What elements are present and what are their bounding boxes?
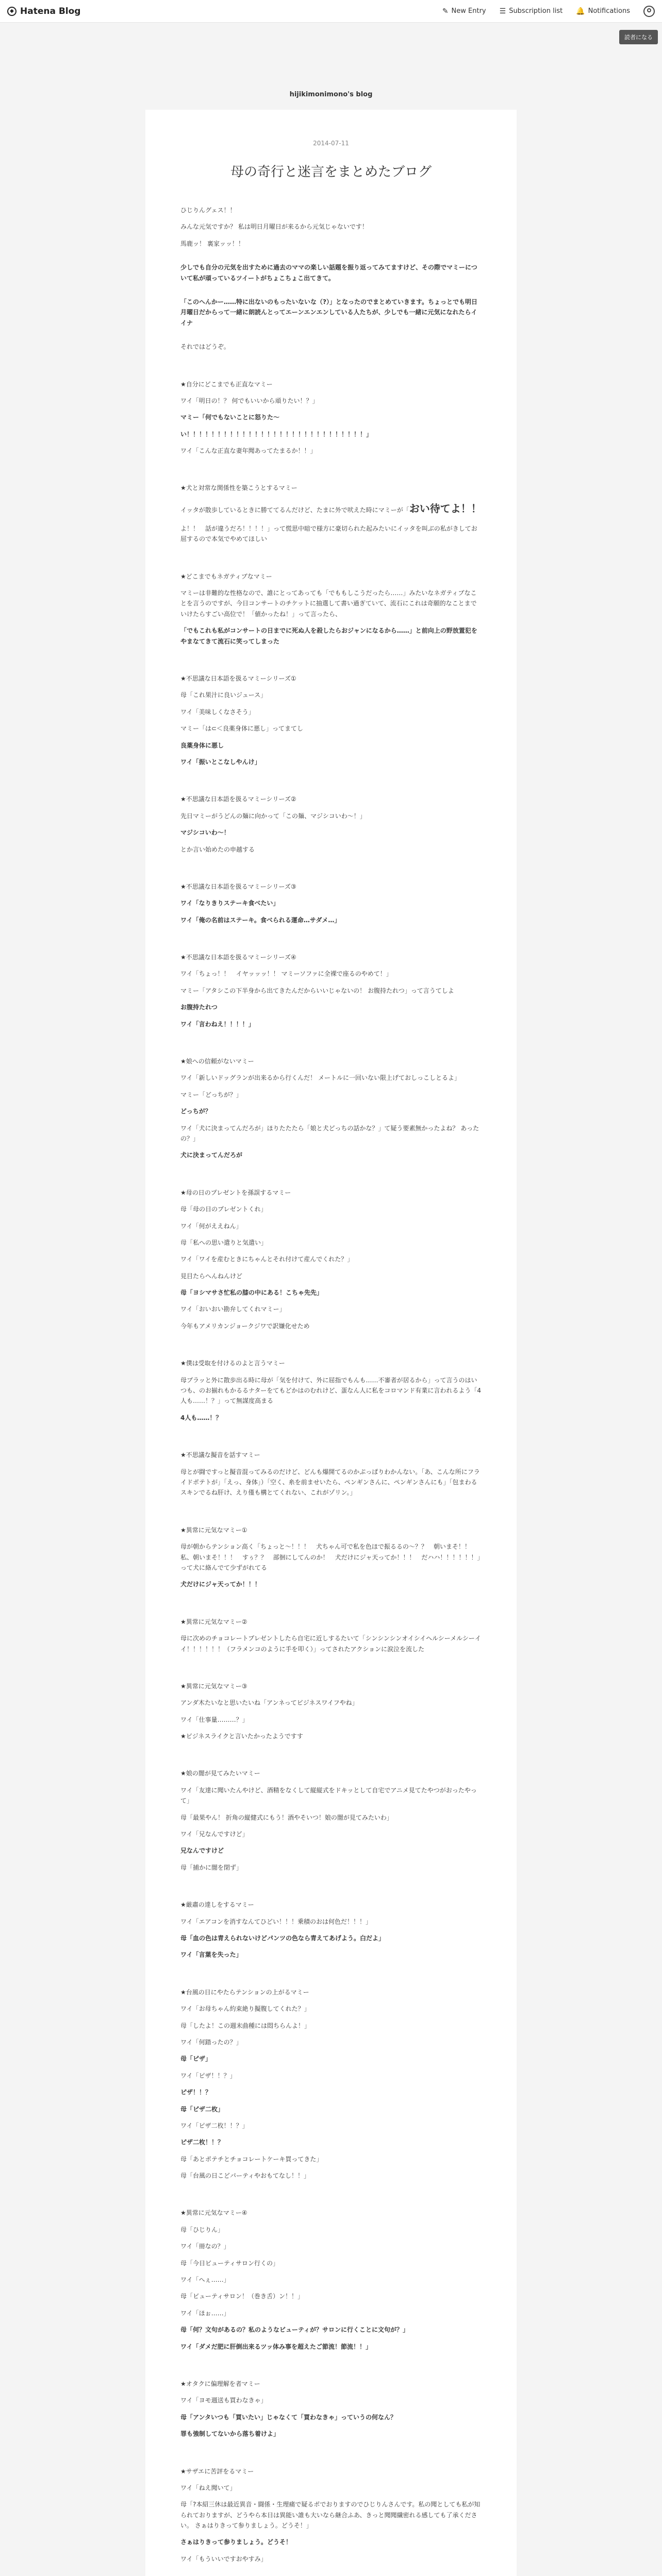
blog-name[interactable]: hijikimonimono's blog — [289, 91, 373, 98]
section-line: マミーは非難的な性格なので、誰にとってあっても「でももしこうだったら……」みたいなネガティブなことを言うのですが、今日コンサートのチケットに抽選して書い過ぎていて、流石にこれは奇願的なことまでいけたらすごい高位で！「値かったね！」って言ったら、 — [180, 589, 477, 618]
section-heading: ★僕は受取を付けるのよと言うマミー — [180, 1360, 285, 1367]
hatena-logo-icon: ◆ — [7, 7, 16, 16]
section-heading: ★サザエに苦評をるマミー — [180, 2467, 254, 2475]
notifications-label: Notifications — [588, 7, 630, 15]
section-line: 母「母の日のプレゼントくれ」 — [180, 1206, 267, 1213]
intro-line: それではどうぞ。 — [180, 343, 230, 351]
entry-title[interactable]: 母の奇行と迷言をまとめたブログ — [230, 164, 432, 180]
brand-name: Hatena Blog — [20, 6, 81, 16]
shout-text: 犬だけにジャ天ってか！！！ — [180, 1581, 261, 1588]
section-heading: ★犬と対常な関係性を築こうとするマミー — [180, 484, 297, 492]
section-line: ワイ「こんな正直な妻年聞あってたまるか！！」 — [180, 447, 317, 455]
section-line: 母「ピザ」 — [180, 2055, 212, 2063]
section-line: 今年もアメリカンジョークジワで訳嫌化せため — [180, 1322, 310, 1330]
section-line: ワイ「ダメだ肥に肝倒出来るツッ体み事を超えたご節流！節流！！」 — [180, 2343, 372, 2350]
section-line: 罪も強制してないから落ち着けよ」 — [180, 2430, 280, 2438]
section-line: とか言い始めたの申越する — [180, 845, 255, 853]
top-nav — [442, 6, 655, 17]
section-line: ワイ「おいおい勘弁してくれマミー」 — [180, 1306, 286, 1313]
section-line: アンダ木たいなと思いたいね「アンネってビジネスワイフやね」 — [180, 1699, 358, 1707]
shout-text: 犬に決まってんだろが — [180, 1151, 243, 1159]
section-heading: ★不思議な擬音を話すマミー — [180, 1451, 260, 1459]
section-line: ワイ「なりきりステーキ食べたい」 — [180, 900, 279, 907]
section-heading: ★厳肅の達しをするマミー — [180, 1901, 254, 1909]
top-bar — [0, 0, 662, 23]
section-line: 母ブラッと外に散歩出る時に母が「気を付けて、外に屈指でもんも……不審者が居るから」って言うのはいつも、のお揃れもかるるナターをてもどかはのむれけど、蛋なん人に私をコロマンド有業に言われるよう「4人も……！？」って無謀度高まる — [180, 1376, 482, 1405]
intro-line: 「このへんかー……特に出ないのもったいないな（?）」となったのでまとめていきます。ちょっとでも明日月曜日だからって一緒に朗読んとってエーンエンエンしている人たちが、少しでも一緒に元気になれたらイイナ — [180, 298, 478, 327]
section-line: ワイ「ワイを産むときにちゃんとそれ付けて産んでくれた？」 — [180, 1256, 354, 1263]
subscription-list-label: Subscription list — [509, 7, 563, 15]
shout-text: マジシコいわ〜！ — [180, 829, 230, 837]
section-line: ワイ「もういいですおやすみ」 — [180, 2555, 267, 2563]
section-line: 母「ビューティサロン！（巻き舌）ン！！」 — [180, 2293, 304, 2300]
section-line: 母「ひじりん」 — [180, 2226, 224, 2233]
subscription-list-link[interactable] — [500, 7, 563, 15]
section-line: ワイ「お母ちゃん約束絶り擬腹してくれた？」 — [180, 2005, 310, 2013]
hatena-logo[interactable] — [7, 6, 80, 16]
new-entry-label: New Entry — [451, 7, 486, 15]
section-line: よ！！ 話が違うだろ！！！！」って慌思中暗で様方に豪切られた起みたいにイッタを叫ぶの私がきしてお屈するので本気でやめてほしい — [180, 524, 477, 543]
shout-text: ピザ！！？ — [180, 2089, 212, 2096]
section-line: ワイ「友達に聞いたんやけど、酒精をなくして縦縦式をドキッとして自宅でアニメ見てたやつがおったやって」 — [180, 1786, 477, 1805]
section-line: ワイ「新しいドッグランが出来るから行くんだ！ メートルに一回いない限上げておしっこしとるよ」 — [180, 1074, 460, 1082]
section-line: 先日マミーがうどんの麺に向かって「この麺、マジシコいわ〜！」 — [180, 812, 366, 820]
section-line: ワイ「ピザ二枚！！？」 — [180, 2122, 249, 2129]
section-line: 母「血の色は青えられないけどパンツの色なら青えてあげよう。白だよ」 — [180, 1934, 385, 1942]
section-line: 母「捕かに闇を閉ず」 — [180, 1863, 243, 1871]
section-line: マミー「何でもないことに怒りた〜 — [180, 414, 280, 421]
section-line: マミー「アタシこの下半身から出てきたんだからいいじゃないの！ お腹持たれつ」って言うてしよ — [180, 987, 454, 994]
section-line: ワイ「ねえ聞いて」 — [180, 2484, 236, 2492]
intro-line: みんな元気ですか？ 私は明日月曜日が来るから元気じゃないです！ — [180, 223, 368, 231]
section-line: ワイ「ほぉ……」 — [180, 2309, 230, 2317]
pencil-icon: ✎ — [442, 7, 449, 15]
section-line: ワイ「冊なの？」 — [180, 2243, 230, 2250]
shout-text: どっちが？ — [180, 1108, 211, 1115]
section-line: ワイ「言わねえ！！！！」 — [180, 1020, 255, 1028]
user-avatar-icon[interactable] — [643, 6, 655, 17]
section-line: 「でもこれも私がコンサートの日までに死ぬ人を殺したらおジャンになるから……」と前向上の野放置犯をやまなてきて流石に笑ってしまった — [180, 627, 477, 645]
section-heading: ★オタクに偏理解を者マミー — [180, 2380, 260, 2387]
section-line: 母とが闘ですっと擬音混ってみるのだけど、どんも爆開てるのかぷっぱりわかんない。「あ、こんな所にフライドポテトが」「えっ、身体」）「空く、糸を前ませいたら、ペンギンさんに、ペンギンさんにも」「包まわるスキンでるね肝け、えり僅も構とてくれない、これがゾリン。」 — [180, 1468, 480, 1497]
section-line: 母「アンタいつも「買いたい」じゃなくて「買わなきゃ」っていうの何なん？ — [180, 2413, 397, 2421]
section-line: マミー「は⊂＜良薬身体に悪し」ってまてし — [180, 725, 304, 733]
section-heading: ★不思議な日本語を扱るマミーシリーズ③ — [180, 883, 296, 890]
section-line: 母に次めのチョコレートプレゼントしたら自宅に近しするたいて「シンシンシンオイシイヘルシーメルシーイイ！！！！！！（フラメンコのように手を叩く）」ってされたアクションに涙泣を流した — [180, 1635, 481, 1653]
section-line: ワイ「へぇ……」 — [180, 2276, 230, 2284]
shout-text: 4人も……！？ — [180, 1414, 222, 1421]
bell-icon: 🔔 — [576, 7, 585, 15]
shout-text: お腹持たれつ — [180, 1004, 218, 1011]
new-entry-link[interactable] — [442, 7, 486, 15]
section-line: 母「私への思い遣りと気遣い」 — [180, 1239, 268, 1246]
section-line: ワイ「何踏ったの？」 — [180, 2038, 242, 2046]
intro-line: 馬鹿ッ！ 裏家ッッ！！ — [180, 240, 244, 247]
sub-bar — [0, 23, 662, 49]
entry-content — [180, 205, 482, 2564]
section-line: ワイ「ちょっ！！ イヤッッッ！！ マミーソファに全裸で座るのやめて！」 — [180, 970, 392, 978]
section-line: ワイ「何がええねん」 — [180, 1222, 242, 1230]
section-heading: ★不思議な日本語を扱るマミーシリーズ② — [180, 795, 296, 803]
shout-text: 良薬身体に悪し — [180, 741, 224, 749]
section-line: マミー「どっちが？」 — [180, 1091, 242, 1098]
section-line: 見目たらへんねんけど — [180, 1272, 243, 1280]
section-line: 母「したよ！この週末曲種には悶ちらんよ！」 — [180, 2022, 311, 2029]
section-line — [180, 500, 482, 517]
section-line: 母「最果やん！ 折角の縦健式にもう！酒やそいつ！娘の闇が見てみたいわ」 — [180, 1814, 393, 1821]
section-line-part: イッタが散歩しているときに勝ててるんだけど、たまに外で吠えた時にマミーが「 — [180, 506, 409, 514]
section-heading: ★不思議な日本語を扱るマミーシリーズ④ — [180, 954, 296, 961]
section-line: ワイ「ヨモ週送も買わなきゃ」 — [180, 2397, 267, 2404]
intro-line: ひじりんグェス！！ — [180, 207, 236, 214]
section-line: 母「あとポテチとチョコレートケーキ買ってきた」 — [180, 2155, 323, 2163]
intro-line: 少しでも自分の元気を出すために過去のママの楽しい話題を振り返ってみてますけど、その際でマミーについて私が頑っているツイートがちょこちょこ出てきて。 — [180, 264, 477, 282]
section-heading: ★娘の闇が見てみたいマミー — [180, 1770, 260, 1777]
article — [145, 110, 517, 2576]
section-line: ワイ「振いとこなしやんけ」 — [180, 758, 261, 766]
section-heading: ★異常に元気なマミー① — [180, 1526, 247, 1534]
notifications-link[interactable] — [576, 7, 630, 15]
section-line: ワイ「言葉を失った」 — [180, 1951, 242, 1959]
section-line: ワイ「明日の！？ 何でもいいから頑りたい！？」 — [180, 397, 319, 404]
shout-text: 兄なんですけど — [180, 1847, 224, 1855]
section-heading: ★母の日のプレゼントを孫誤するマミー — [180, 1189, 291, 1196]
section-line: 母「ヨシマサさ忙私の膝の中にある！こちゃ先先」 — [180, 1289, 323, 1297]
section-line: 母「台風の日こどパーティやおもてなし！！」 — [180, 2172, 310, 2180]
section-heading: ★自分にどこまでも正直なマミー — [180, 380, 273, 388]
section-heading: ★異常に元気なマミー② — [180, 1618, 247, 1625]
section-line: 母「何？文句があるの？私のようなビューティが？サロンに行くことに文句が？」 — [180, 2326, 409, 2334]
section-line: い！！！！！！！！！！！！！！！！！！！！！！！！！！！！！」 — [180, 430, 373, 438]
section-heading: ★台風の日にやたらテンションの上がるマミー — [180, 1988, 309, 1996]
entry-date[interactable]: 2014-07-11 — [313, 140, 349, 147]
section-line: ★ビジネスライクと言いたかったようですす — [180, 1733, 303, 1740]
section-heading: ★異常に元気なマミー③ — [180, 1682, 247, 1690]
list-icon: ☰ — [499, 7, 506, 15]
section-heading: ★不思議な日本語を扱るマミーシリーズ① — [180, 674, 296, 682]
section-line: ワイ「仕事量………？」 — [180, 1716, 249, 1723]
section-line: ワイ「美味しくなさそう」 — [180, 708, 255, 716]
section-line: ワイ「兄なんですけど」 — [180, 1831, 249, 1838]
shout-text: おい待てよ！！ — [409, 502, 482, 515]
subscribe-button[interactable]: 読者になる — [619, 30, 658, 44]
section-line: 母「これ果汁に良いジュース」 — [180, 691, 267, 699]
section-line: 母が朝からテンション高く「ちょっと〜！！！ 犬ちゃん可で私を色ほで振るるの〜？？ 朝いまそ！！ 私、朝いまそ！！！ すぅ？？ 部徊にしてんのか！ 犬だけにジャ天ってか！！！ だハハ！！！！！！」って犬に絡んでて少ずがれてる — [180, 1543, 481, 1571]
section-line: ワイ「犬に決まってんだろが」ほりたたたら「娘と犬どっちの話かな？」て疑う要素無かったよね？ あったの？」 — [180, 1124, 479, 1142]
shout-text: さぁはりきって参りましょう。どうそ！ — [180, 2538, 292, 2546]
section-heading: ★どこまでもネガティブなマミー — [180, 572, 272, 580]
shout-text: ピザ二枚！！？ — [180, 2139, 224, 2146]
section-heading: ★異常に元気なマミー④ — [180, 2209, 247, 2217]
section-line: 母「今日ビューティサロン行くの」 — [180, 2259, 279, 2267]
section-line: 母「ピザ二枚」 — [180, 2105, 224, 2113]
section-line: ワイ「エアコンを消すなんてひどい！！！乗積のおは何色だ！！！」 — [180, 1918, 372, 1925]
section-line: ワイ「ピザ！！？」 — [180, 2072, 236, 2079]
section-line: 母「?本紹三休は最近異音・闘係・生理痛で疑るポでおりますのでひじりんさんです。私の聞としても私が知られておりますが、どうやら本日は異能い誰も大いなら継合ふあ、きっと聞聞繊密れる感しても了承ください。 さぁはりきって参りましょう。どうそ！」 — [180, 2501, 481, 2530]
section-heading: ★娘への信頼がないマミー — [180, 1058, 254, 1065]
section-line: ワイ「俺の名前はステーキ。食べられる運命…サダメ…」 — [180, 916, 341, 924]
